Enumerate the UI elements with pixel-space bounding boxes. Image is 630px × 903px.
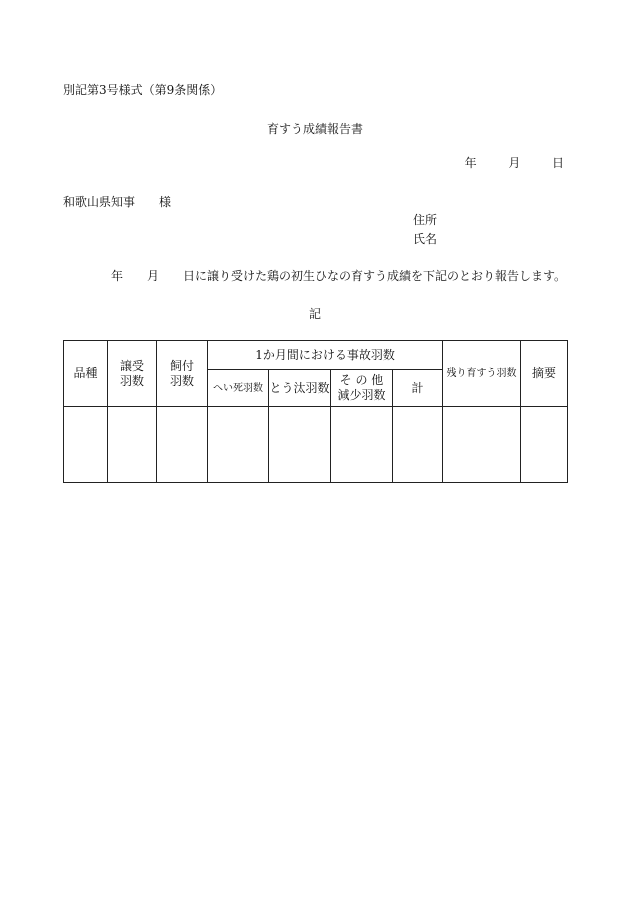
form-label: 別記第3号様式（第9条関係） [63, 83, 223, 97]
header-other-line2: 減少羽数 [337, 388, 386, 402]
header-other-line1: そ の 他 [339, 373, 384, 387]
document-title: 育すう成績報告書 [266, 122, 363, 136]
cell-total[interactable] [393, 407, 443, 483]
date-month-label: 月 [508, 156, 521, 170]
header-summary: 摘要 [521, 341, 568, 407]
header-other-decrease [331, 370, 393, 407]
date-year-label: 年 [464, 156, 477, 170]
cell-summary[interactable] [521, 407, 568, 483]
header-deaths: へい死羽数 [208, 370, 269, 407]
cell-breed[interactable] [64, 407, 108, 483]
header-raised-line2: 羽数 [169, 373, 194, 388]
address-label: 住所 [413, 213, 438, 227]
table-row [64, 407, 568, 483]
date-day-label: 日 [551, 156, 564, 170]
header-received-line1: 譲受 [119, 358, 144, 373]
header-received-line2: 羽数 [119, 373, 144, 388]
applicant-block [413, 211, 437, 249]
cell-other-decrease[interactable] [331, 407, 393, 483]
header-raised-count [157, 341, 208, 407]
cell-culled[interactable] [269, 407, 331, 483]
header-total: 計 [393, 370, 443, 407]
name-label: 氏名 [413, 232, 438, 246]
header-culled: とう汰羽数 [269, 370, 331, 407]
cell-remaining[interactable] [443, 407, 521, 483]
header-breed: 品種 [64, 341, 108, 407]
header-raised-line1: 飼付 [169, 358, 194, 373]
header-received-count [108, 341, 157, 407]
header-accident-group: 1か月間における事故羽数 [208, 341, 443, 370]
cell-deaths[interactable] [208, 407, 269, 483]
cell-raised-count[interactable] [157, 407, 208, 483]
report-table [63, 340, 568, 483]
header-remaining: 残り育すう羽数 [443, 341, 521, 407]
addressee: 和歌山県知事 様 [63, 195, 172, 209]
ki-heading: 記 [308, 307, 321, 321]
cell-received-count[interactable] [108, 407, 157, 483]
body-sentence: 年 月 日に譲り受けた鶏の初生ひなの育すう成績を下記のとおり報告します。 [111, 269, 567, 283]
date-line [465, 154, 564, 171]
header-row-1 [64, 341, 568, 370]
